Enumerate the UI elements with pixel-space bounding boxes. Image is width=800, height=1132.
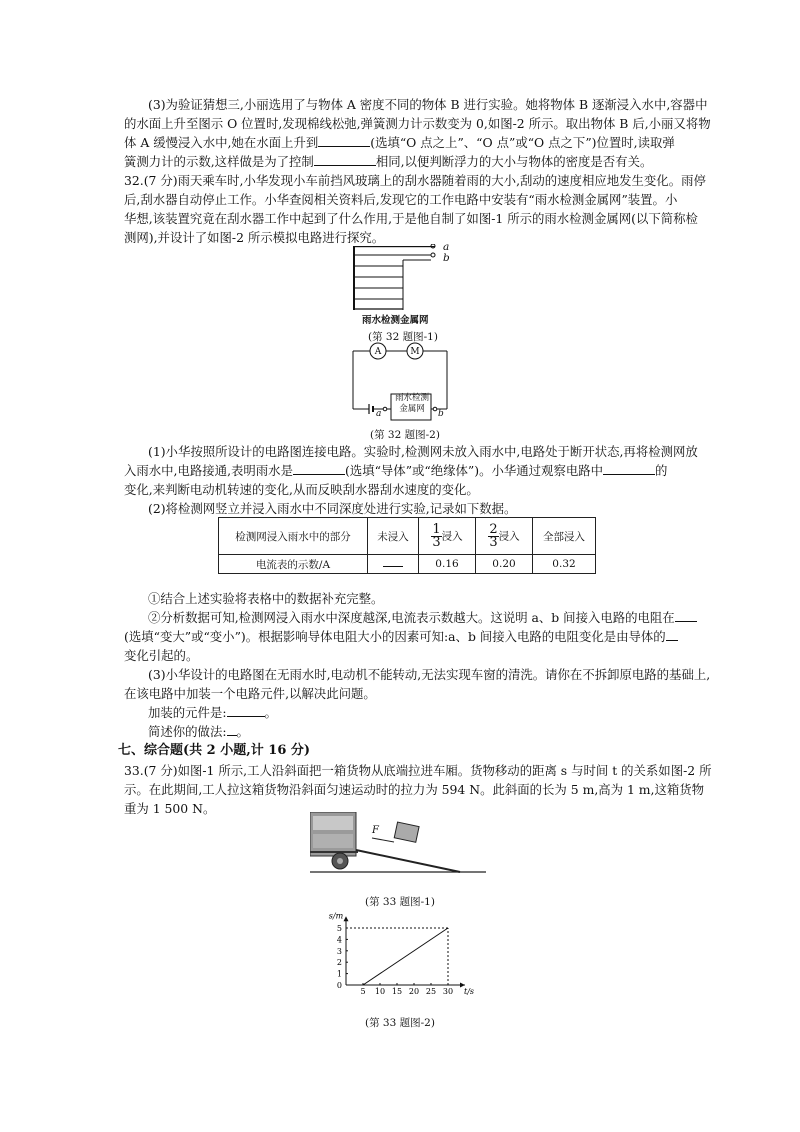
y-tick-label: 5 xyxy=(336,924,342,933)
q32-p1-line1: (1)小华按照所设计的电路图连接电路。实验时,检测网未放入雨水中,电路处于断开状态,再将检测网放 xyxy=(148,444,698,459)
motor-label: M xyxy=(410,347,420,357)
table-row xyxy=(219,555,596,574)
table-header-cell: $\frac{1}{3}$ 浸入 xyxy=(419,518,476,555)
fraction: $\frac{1}{3}$ xyxy=(432,521,441,550)
section-heading: 七、综合题(共 2 小题,计 16 分) xyxy=(118,743,311,758)
q32-s2-line2: (选填“变大”或“变小”)。根据影响导体电阻大小的因素可知:a、b 间接入电路的电阻变化是由导体的 xyxy=(124,628,678,646)
data-table xyxy=(218,517,596,574)
answer-blank xyxy=(227,704,265,717)
answer-blank xyxy=(318,134,370,147)
q32-line3: 华想,该装置究竟在刮水器工作中起到了什么作用,于是他自制了如图-1 所示的雨水检测金属网(以下简称检 xyxy=(124,211,698,226)
force-label: F xyxy=(372,825,379,836)
s-t-chart xyxy=(320,905,480,1005)
table-cell: 电流表的示数/A xyxy=(219,555,368,574)
y-axis-label: s/m xyxy=(328,911,344,921)
fraction: $\frac{2}{3}$ xyxy=(489,521,498,550)
q31-line1: (3)为验证猜想三,小丽选用了与物体 A 密度不同的物体 B 进行实验。她将物体 B 逐渐浸入水中,容器中 xyxy=(148,97,708,112)
q31-line3: 体 A 缓慢浸入水中,她在水面上升到 (选填“O 点之上”、“O 点”或“O 点之下”)位置时,读取弹 xyxy=(124,135,675,150)
y-tick-label: 4 xyxy=(336,935,342,945)
mesh-box-label: 雨水检测 金属网 xyxy=(394,393,429,414)
fig-33-2-caption: (第 33 题图-2) xyxy=(365,1017,435,1029)
circuit-terminal-b: b xyxy=(438,409,444,419)
q32-s1: ①结合上述实验将表格中的数据补充完整。 xyxy=(148,591,384,606)
q32-p3-add: 加装的元件是: 。 xyxy=(148,705,277,720)
table-cell xyxy=(368,555,419,574)
table-cell: 0.20 xyxy=(476,555,533,574)
table-cell: 0.32 xyxy=(533,555,596,574)
q32-line4: 测网),并设计了如图-2 所示模拟电路进行探究。 xyxy=(124,230,385,245)
truck-ramp-figure xyxy=(310,812,490,876)
y-tick-label: 0 xyxy=(336,981,342,990)
answer-blank xyxy=(675,609,697,622)
q32-p3-line1: (3)小华设计的电路图在无雨水时,电动机不能转动,无法实现车窗的清洗。请你在不拆卸原电路的基础上, xyxy=(148,667,711,682)
q31-line4: 簧测力计的示数,这样做是为了控制 相同,以便判断浮力的大小与物体的密度是否有关。 xyxy=(124,154,653,169)
x-tick-label: 10 xyxy=(374,987,386,996)
answer-blank xyxy=(666,628,678,641)
x-tick-label: 20 xyxy=(408,987,420,996)
q32-p3-method: 简述你的做法: 。 xyxy=(148,724,249,739)
q32-p1-line2: 入雨水中,电路接通,表明雨水是 (选填“导体”或“绝缘体”)。小华通过观察电路中 的 xyxy=(124,463,668,478)
q32-p2-line1: (2)将检测网竖立并浸入雨水中不同深度处进行实验,记录如下数据。 xyxy=(148,501,517,516)
q32-p1-line3: 变化,来判断电动机转速的变化,从而反映刮水器刮水速度的变化。 xyxy=(124,482,479,497)
y-axis-arrow xyxy=(344,916,349,921)
table-header-cell: 未浸入 xyxy=(368,518,419,555)
fig-32-1-caption: (第 32 题图-1) xyxy=(368,331,438,343)
x-tick-label: 30 xyxy=(442,987,454,996)
fig-32-1-label: 雨水检测金属网 xyxy=(362,315,429,326)
fig-33-1-caption: (第 33 题图-1) xyxy=(365,896,435,908)
q33-line2: 示。在此期间,工人拉这箱货物沿斜面匀速运动时的拉力为 594 N。此斜面的长为 5 m,高为 1 m,这箱货物 xyxy=(124,782,705,797)
terminal-a-label: a xyxy=(443,241,450,253)
table-header-cell: 检测网浸入雨水中的部分 xyxy=(219,518,368,555)
x-tick-label: 15 xyxy=(391,987,403,996)
table-cell: 0.16 xyxy=(419,555,476,574)
answer-blank xyxy=(383,558,403,567)
q32-line1: 32.(7 分)雨天乘车时,小华发现小车前挡风玻璃上的刮水器随着雨的大小,刮动的速度相应地发生变化。雨停 xyxy=(124,173,706,188)
y-tick-label: 2 xyxy=(336,958,342,968)
x-tick-label: 25 xyxy=(425,987,437,996)
circuit-terminal-a: a xyxy=(376,409,382,419)
ammeter-label: A xyxy=(374,347,382,357)
q32-s2-line1: ②分析数据可知,检测网浸入雨水中深度越深,电流表示数越大。这说明 a、b 间接入电路的电阻在 xyxy=(148,609,697,627)
answer-blank xyxy=(314,153,376,166)
table-row xyxy=(219,518,596,555)
q33-line3: 重为 1 500 N。 xyxy=(124,801,216,816)
table-header-cell: 全部浸入 xyxy=(533,518,596,555)
terminal-b-label: b xyxy=(443,252,450,264)
answer-blank xyxy=(603,462,655,475)
y-tick-label: 1 xyxy=(336,969,342,979)
q33-line1: 33.(7 分)如图-1 所示,工人沿斜面把一箱货物从底端拉进车厢。货物移动的距离 s 与时间 t 的关系如图-2 所 xyxy=(124,763,712,778)
table-header-cell: $\frac{2}{3}$ 浸入 xyxy=(476,518,533,555)
y-tick-label: 3 xyxy=(336,946,342,956)
answer-blank xyxy=(293,462,345,475)
x-axis-label: t/s xyxy=(463,987,475,996)
series-line xyxy=(363,928,448,985)
answer-blank xyxy=(227,723,237,736)
q32-line2: 后,刮水器自动停止工作。小华查阅相关资料后,发现它的工作电路中安装有“雨水检测金属网”装置。小 xyxy=(124,192,678,207)
x-tick-label: 5 xyxy=(360,987,366,996)
q32-p3-line2: 在该电路中加装一个电路元件,以解决此问题。 xyxy=(124,686,376,701)
q32-s2-line3: 变化引起的。 xyxy=(124,648,199,663)
q31-line2: 的水面上升至图示 O 位置时,发现棉线松弛,弹簧测力计示数变为 0,如图-2 所示。取出物体 B 后,小丽又将物 xyxy=(124,116,711,131)
fig-32-2-caption: (第 32 题图-2) xyxy=(370,429,440,441)
